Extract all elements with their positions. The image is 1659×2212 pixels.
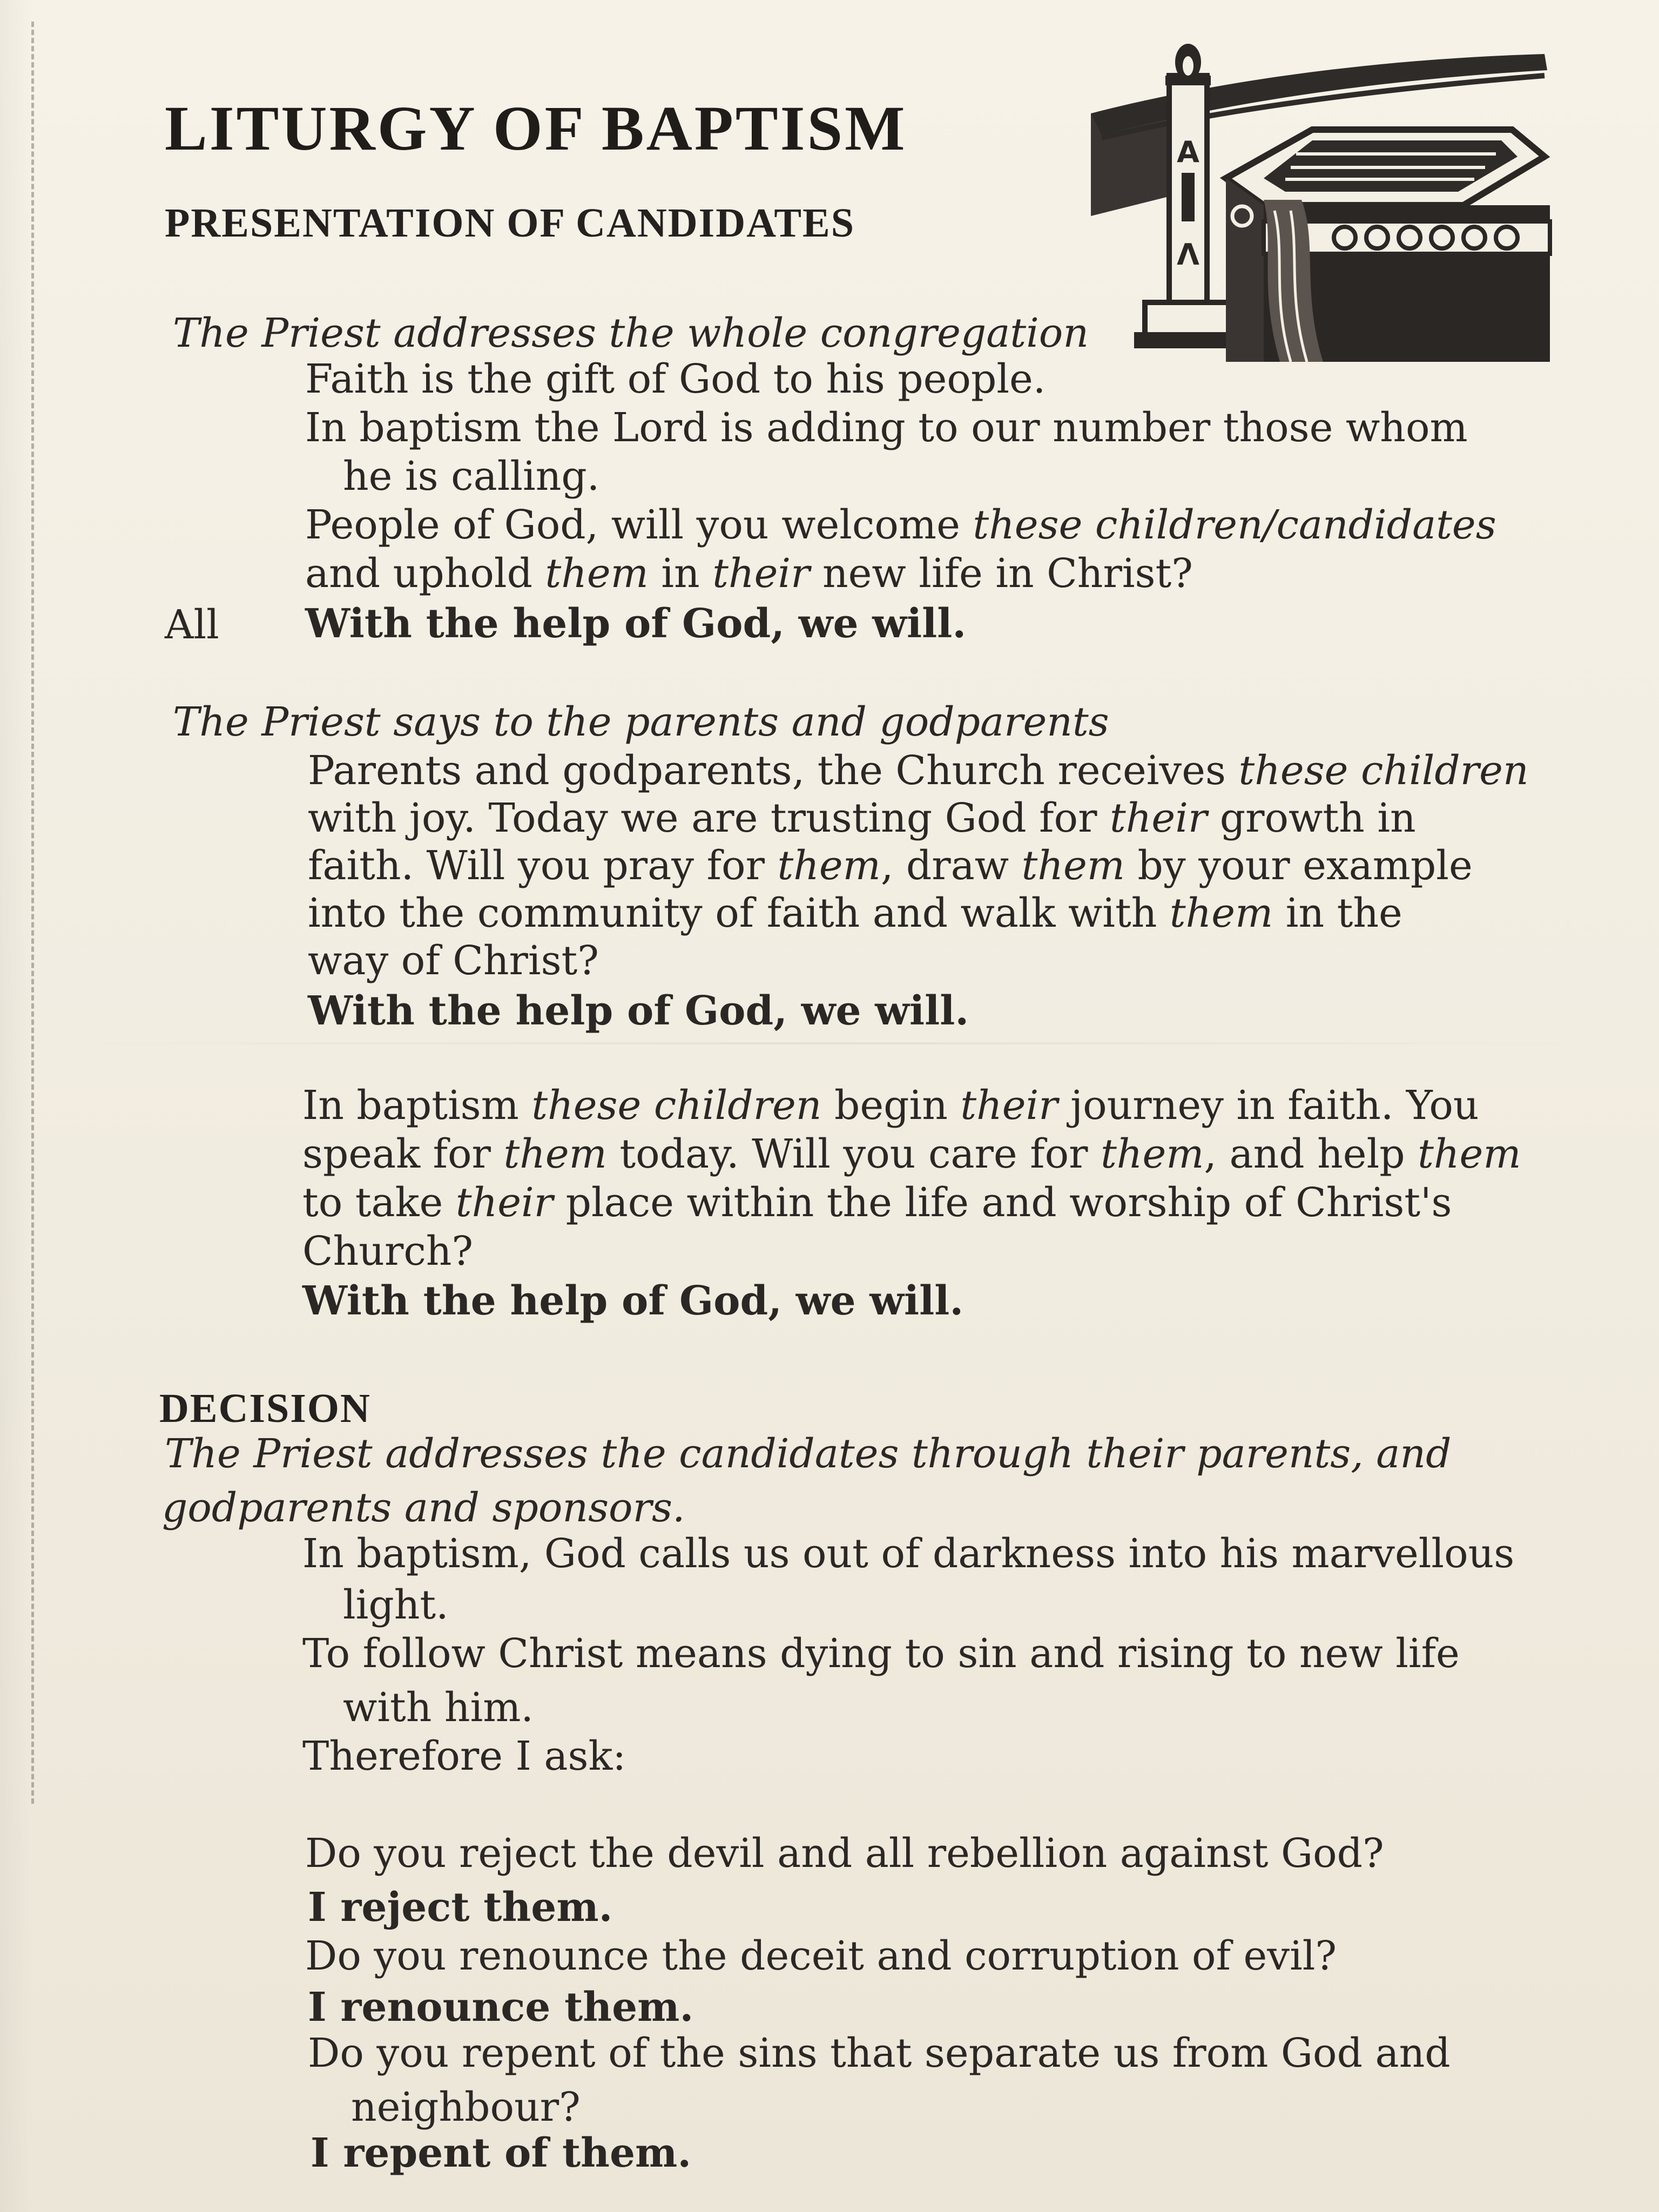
text-run: to take	[302, 1179, 456, 1226]
priest-text-line: To follow Christ means dying to sin and rising to new life	[302, 1630, 1460, 1677]
priest-text-line	[308, 747, 1529, 794]
decision-answer: I renounce them.	[308, 1984, 694, 2031]
congregation-response: With the help of God, we will.	[305, 601, 967, 647]
parents-response: With the help of God, we will.	[308, 988, 969, 1034]
priest-text-line	[305, 550, 1193, 597]
text-run-italic: them	[1101, 1131, 1204, 1177]
priest-text-line: with him.	[343, 1684, 534, 1731]
priest-text-line: Faith is the gift of God to his people.	[305, 356, 1046, 402]
text-run-italic: these children	[531, 1082, 822, 1129]
priest-text-line: way of Christ?	[308, 938, 599, 984]
text-run: by your example	[1124, 842, 1473, 889]
text-run-italic: their	[1110, 795, 1208, 841]
text-run: new life in Christ?	[810, 550, 1193, 597]
text-run-italic: their	[960, 1082, 1058, 1129]
text-run: growth in	[1207, 795, 1416, 841]
decision-question: Do you reject the devil and all rebellion against God?	[305, 1830, 1384, 1877]
text-run: , draw	[880, 842, 1022, 889]
text-run: today. Will you care for	[606, 1131, 1101, 1177]
text-run-italic: their	[712, 550, 810, 597]
text-run-italic: them	[503, 1131, 607, 1177]
priest-text-line: In baptism the Lord is adding to our number those whom	[305, 404, 1468, 451]
text-run-italic: these children	[1238, 747, 1529, 794]
priest-text-line	[302, 1131, 1521, 1177]
text-run: journey in faith. You	[1057, 1082, 1479, 1129]
speaker-label-all: All	[165, 602, 219, 648]
rubric-priest-parents: The Priest says to the parents and godparents	[173, 699, 1109, 745]
text-run-italic: their	[455, 1179, 554, 1226]
rubric-priest-candidates: godparents and sponsors.	[162, 1485, 685, 1531]
priest-text-line: In baptism, God calls us out of darkness into his marvellous	[302, 1530, 1515, 1577]
text-run: , and help	[1204, 1131, 1418, 1177]
priest-text-line: he is calling.	[343, 453, 600, 500]
priest-text-line: light.	[343, 1582, 449, 1628]
rubric-priest-congregation: The Priest addresses the whole congregation	[173, 310, 1089, 356]
text-run: People of God, will you welcome	[305, 502, 973, 548]
priest-text-line	[305, 502, 1496, 548]
text-run: into the community of faith and walk with	[308, 890, 1170, 936]
section-heading-decision: DECISION	[159, 1386, 371, 1431]
svg-text:A: A	[1177, 135, 1199, 169]
text-run-italic: these children/candidates	[973, 502, 1496, 548]
priest-text-line: Therefore I ask:	[302, 1733, 626, 1779]
text-run-italic: them	[1169, 890, 1273, 936]
text-run: Parents and godparents, the Church receives	[308, 747, 1239, 794]
baptismal-font-with-candle-icon	[1085, 38, 1555, 362]
section-heading-presentation: PRESENTATION OF CANDIDATES	[165, 200, 855, 246]
priest-text-line: Church?	[302, 1228, 474, 1274]
paper-fold	[0, 1042, 1659, 1044]
text-run: begin	[821, 1082, 961, 1129]
text-run: in	[648, 550, 713, 597]
decision-answer: I repent of them.	[311, 2130, 692, 2176]
svg-text:Λ: Λ	[1177, 238, 1199, 272]
decision-question: Do you renounce the deceit and corruption of evil?	[305, 1933, 1337, 1979]
rubric-priest-candidates: The Priest addresses the candidates through their parents, and	[165, 1431, 1452, 1477]
document-title: LITURGY OF BAPTISM	[165, 93, 907, 164]
priest-text-line	[302, 1082, 1479, 1129]
text-run-italic: them	[545, 550, 649, 597]
text-run: speak for	[302, 1131, 504, 1177]
text-run: faith. Will you pray for	[308, 842, 778, 889]
text-run-italic: them	[1418, 1131, 1521, 1177]
text-run: in the	[1273, 890, 1402, 936]
text-run: and uphold	[305, 550, 545, 597]
priest-text-line	[308, 842, 1473, 889]
priest-text-line	[308, 795, 1416, 841]
decision-question: neighbour?	[351, 2084, 581, 2130]
priest-text-line	[308, 890, 1402, 936]
text-run: In baptism	[302, 1082, 532, 1129]
text-run-italic: them	[1021, 842, 1125, 889]
priest-text-line	[302, 1179, 1452, 1226]
parents-response: With the help of God, we will.	[302, 1278, 964, 1324]
text-run: place within the life and worship of Christ's	[553, 1179, 1452, 1226]
text-run-italic: them	[777, 842, 881, 889]
binding-edge	[31, 22, 37, 1804]
text-run: with joy. Today we are trusting God for	[308, 795, 1110, 841]
decision-question: Do you repent of the sins that separate us from God and	[308, 2030, 1451, 2076]
decision-answer: I reject them.	[308, 1884, 613, 1931]
